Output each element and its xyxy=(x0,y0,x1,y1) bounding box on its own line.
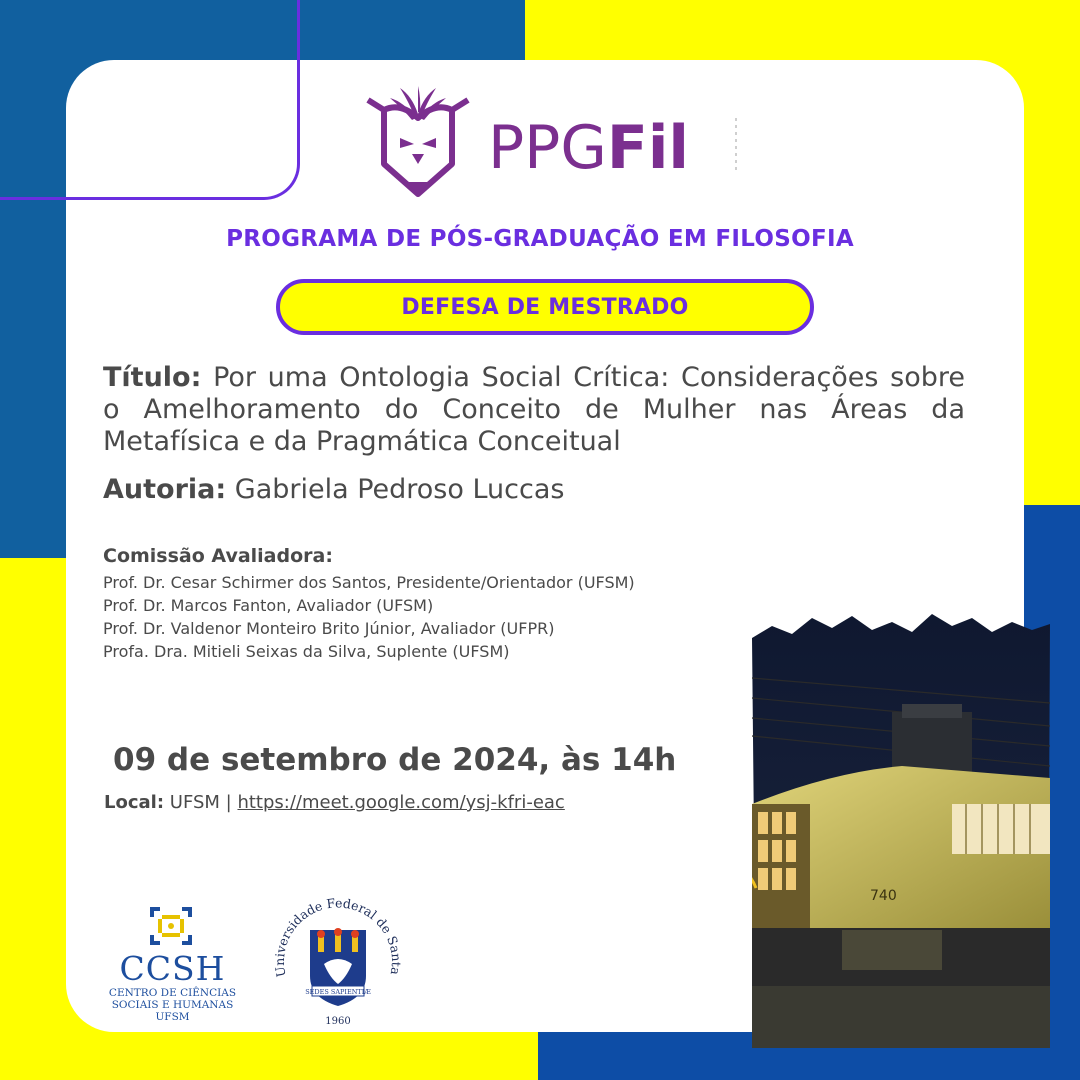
local-place: UFSM | xyxy=(169,792,232,813)
ccsh-name: CCSH xyxy=(119,949,226,988)
decorative-corner-line xyxy=(0,0,300,200)
title-label: Título: xyxy=(103,362,202,393)
event-location xyxy=(104,792,565,813)
committee-member: Profa. Dra. Mitieli Seixas da Silva, Suplente (UFSM) xyxy=(103,642,510,661)
ccsh-line: UFSM xyxy=(155,1011,190,1023)
local-label: Local: xyxy=(104,792,165,813)
ufsm-ring-text: Universidade Federal de Santa xyxy=(271,895,405,979)
committee-member: Prof. Dr. Marcos Fanton, Avaliador (UFSM) xyxy=(103,596,434,615)
meeting-link[interactable]: https://meet.google.com/ysj-kfri-eac xyxy=(237,792,565,813)
event-type-label: DEFESA DE MESTRADO xyxy=(401,294,689,320)
ccsh-line: SOCIAIS E HUMANAS xyxy=(111,999,234,1011)
thesis-title xyxy=(103,362,965,458)
committee-heading: Comissão Avaliadora: xyxy=(103,545,333,567)
ppgfil-wordmark: PPGFil xyxy=(488,113,689,183)
building-photo xyxy=(752,608,1050,1048)
committee-member: Prof. Dr. Cesar Schirmer dos Santos, Presidente/Orientador (UFSM) xyxy=(103,573,635,592)
event-type-badge xyxy=(276,279,814,335)
ufsm-year: 1960 xyxy=(325,1016,351,1027)
building-photo-illustration xyxy=(752,608,1050,1048)
building-number: 740 xyxy=(870,888,897,904)
program-title: PROGRAMA DE PÓS-GRADUAÇÃO EM FILOSOFIA xyxy=(226,226,854,252)
ufsm-crest-icon xyxy=(268,880,408,1030)
book-owl-icon xyxy=(360,82,740,204)
author-label: Autoria: xyxy=(103,474,227,505)
ccsh-mark-icon xyxy=(148,905,194,947)
ccsh-subtitle xyxy=(100,987,245,1023)
event-date: 09 de setembro de 2024, às 14h xyxy=(113,742,677,778)
author-name: Gabriela Pedroso Luccas xyxy=(234,474,565,505)
ufsm-seal xyxy=(268,880,408,1030)
ccsh-line: CENTRO DE CIÊNCIAS xyxy=(108,987,237,999)
committee-member: Prof. Dr. Valdenor Monteiro Brito Júnior, Avaliador (UFPR) xyxy=(103,619,555,638)
ccsh-logo xyxy=(100,905,245,1025)
thesis-author xyxy=(103,474,564,505)
title-text: Por uma Ontologia Social Crítica: Considerações sobre o Amelhoramento do Conceito de Mulher nas Áreas da Metafísica e da Pragmática Conceitual xyxy=(103,362,965,457)
ufsm-motto: SEDES SAPIENTIÆ xyxy=(305,988,371,996)
committee-section xyxy=(103,545,803,663)
ppgfil-logo xyxy=(360,82,740,204)
